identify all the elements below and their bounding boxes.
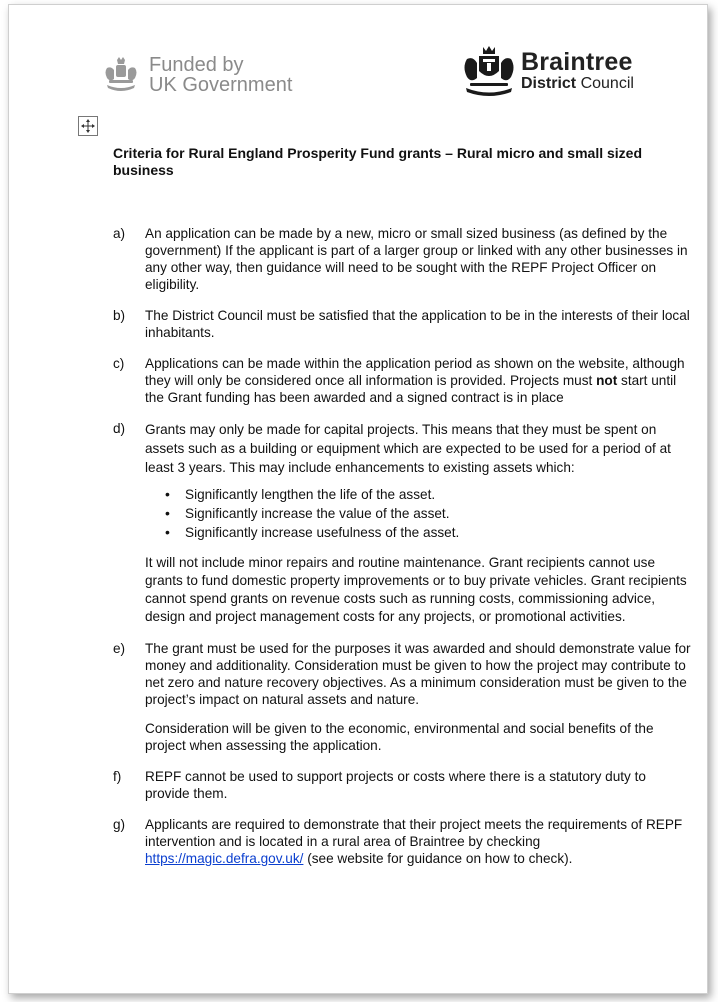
- move-icon: [80, 118, 96, 134]
- council-crest-icon: [461, 45, 517, 97]
- criteria-text-before: Applicants are required to demonstrate that their project meets the requirements of REPF intervention and is located in a rural area of Braintree by checking: [145, 817, 683, 849]
- council-subtitle-bold: District: [521, 75, 577, 92]
- criteria-item-f: [113, 768, 693, 802]
- gov-logo-line2: UK Government: [149, 74, 293, 96]
- criteria-letter: f): [113, 769, 122, 784]
- criteria-item-e: [113, 640, 693, 754]
- criteria-letter: c): [113, 356, 125, 371]
- criteria-text: The District Council must be satisfied that the application to be in the interests of their local inhabitants.: [145, 308, 690, 340]
- criteria-letter: g): [113, 817, 126, 832]
- council-subtitle: [521, 75, 634, 93]
- criteria-item-b: [113, 307, 693, 341]
- criteria-text: [145, 355, 693, 406]
- gov-logo-text: [149, 55, 292, 95]
- criteria-text-continued: Consideration will be given to the economic, environmental and social benefits of the project when assessing the application.: [145, 721, 654, 753]
- document-page: [8, 4, 708, 994]
- criteria-item-d: [113, 420, 693, 626]
- criteria-list: [113, 225, 693, 881]
- criteria-letter: d): [113, 421, 126, 436]
- criteria-text-after: start until the Grant funding has been awarded and a signed contract is in place: [145, 373, 677, 405]
- page-header: [9, 5, 707, 115]
- royal-crest-icon: [101, 56, 141, 94]
- criteria-bold-not: not: [596, 373, 618, 388]
- criteria-item-a: [113, 225, 693, 293]
- braintree-council-logo: [461, 45, 634, 97]
- criteria-item-g: [113, 816, 693, 867]
- criteria-text: Grants may only be made for capital projects. This means that they must be spent on assets such as a building or equipment which are expected to be used for a period of at least 3 years. This may include enhancements to existing assets which:: [145, 422, 671, 475]
- criteria-text: [145, 816, 693, 867]
- bullet-item: • Significantly lengthen the life of the asset.: [161, 485, 693, 504]
- bullet-item: • Significantly increase usefulness of the asset.: [161, 523, 693, 542]
- criteria-text: REPF cannot be used to support projects or costs where there is a statutory duty to provide them.: [145, 769, 646, 801]
- criteria-text-after: (see website for guidance on how to check).: [307, 851, 573, 866]
- bullet-item: • Significantly increase the value of the asset.: [161, 504, 693, 523]
- criteria-text: The grant must be used for the purposes it was awarded and should demonstrate value for money and additionality. Consideration must be given to how the project may contribute to net zero and nature recovery objectives. As a minimum consideration must be given to the project’s impact on natural assets and nature.: [145, 641, 691, 707]
- criteria-text-continued: It will not include minor repairs and routine maintenance. Grant recipients cannot use grants to fund domestic property improvements or to buy private vehicles. Grant recipients cannot spend grants on revenue costs such as running costs, commissioning advice, design and project management costs for any projects, or promotional activities.: [145, 555, 687, 624]
- table-move-handle[interactable]: [78, 116, 98, 136]
- criteria-letter: b): [113, 308, 126, 323]
- criteria-letter: e): [113, 641, 126, 656]
- document-title: Criteria for Rural England Prosperity Fund grants – Rural micro and small sized business: [113, 145, 643, 178]
- council-subtitle-rest: Council: [580, 75, 634, 92]
- criteria-text: An application can be made by a new, micro or small sized business (as defined by the government) If the applicant is part of a larger group or linked with any other businesses in any other way, then guidance will need to be sought with the REPF Project Officer on eligibility.: [145, 226, 688, 292]
- gov-logo-line1: Funded by: [149, 54, 244, 76]
- council-name: Braintree: [521, 48, 633, 76]
- uk-government-logo: [101, 55, 292, 95]
- council-logo-text: [521, 49, 634, 93]
- magic-defra-link[interactable]: https://magic.defra.gov.uk/: [145, 851, 304, 866]
- criteria-bullet-list: [145, 485, 693, 542]
- criteria-item-c: [113, 355, 693, 406]
- criteria-text-before: Applications can be made within the application period as shown on the website, although they will only be considered once all information is provided. Projects must: [145, 356, 685, 388]
- criteria-letter: a): [113, 226, 126, 241]
